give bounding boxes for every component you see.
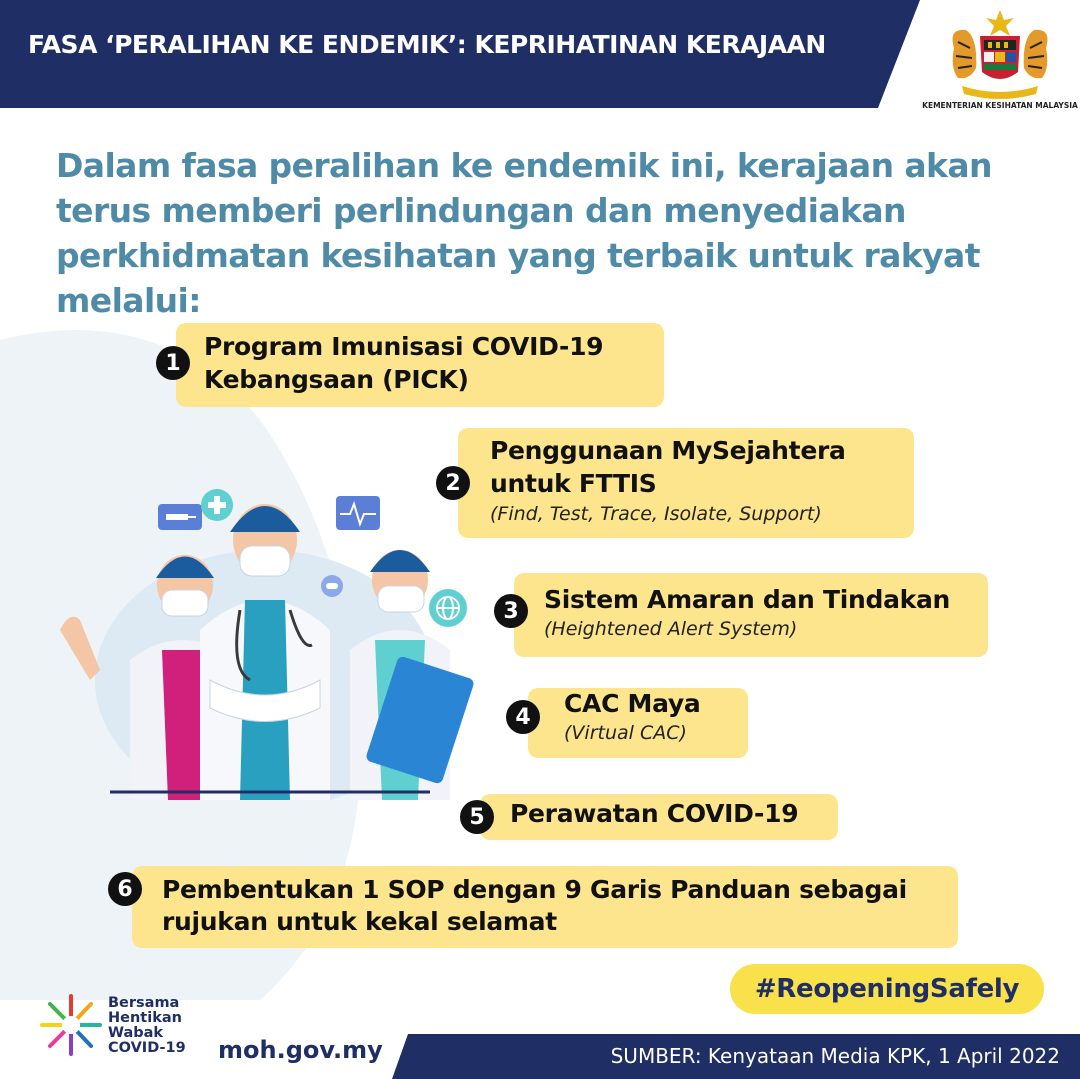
bersama-hentikan-logo-icon bbox=[38, 992, 104, 1058]
header-title: FASA ‘PERALIHAN KE ENDEMIK’: KEPRIHATINAN KERAJAAN bbox=[28, 30, 826, 59]
item-4-title: CAC Maya bbox=[564, 689, 701, 718]
item-2-title-line2: untuk FTTIS bbox=[490, 469, 657, 498]
item-6-number: 6 bbox=[108, 872, 142, 906]
item-6-title-line2: rujukan untuk kekal selamat bbox=[162, 907, 557, 936]
item-5-title: Perawatan COVID-19 bbox=[510, 799, 799, 828]
intro-text: Dalam fasa peralihan ke endemik ini, kerajaan akan terus memberi perlindungan dan menyediakan perkhidmatan kesihatan yang terbaik untuk rakyat melalui: bbox=[56, 146, 992, 320]
malaysia-coat-of-arms-icon bbox=[940, 8, 1060, 100]
heartbeat-icon bbox=[336, 496, 380, 530]
item-2-title-line1: Penggunaan MySejahtera bbox=[490, 436, 846, 465]
item-3-title: Sistem Amaran dan Tindakan bbox=[544, 585, 951, 614]
item-4-subtitle: (Virtual CAC) bbox=[564, 722, 687, 744]
globe-icon bbox=[428, 588, 468, 628]
brand-line-1: Bersama bbox=[108, 995, 180, 1011]
syringe-icon bbox=[158, 504, 202, 530]
item-1-title-line1: Program Imunisasi COVID-19 bbox=[204, 332, 604, 361]
brand-line-2: Hentikan bbox=[108, 1010, 182, 1026]
ministry-name: KEMENTERIAN KESIHATAN MALAYSIA bbox=[922, 101, 1078, 110]
medical-cross-icon bbox=[200, 488, 234, 522]
item-5-number: 5 bbox=[460, 800, 494, 834]
website-link[interactable]: moh.gov.my bbox=[218, 1036, 383, 1064]
item-6-title-line1: Pembentukan 1 SOP dengan 9 Garis Panduan sebagai bbox=[162, 875, 907, 904]
item-3-number: 3 bbox=[494, 594, 528, 628]
item-2-number: 2 bbox=[436, 466, 470, 500]
source-text: SUMBER: Kenyataan Media KPK, 1 April 2022 bbox=[610, 1044, 1060, 1068]
item-4-number: 4 bbox=[506, 700, 540, 734]
healthcare-workers-illustration bbox=[50, 480, 480, 800]
hashtag-badge: #ReopeningSafely bbox=[730, 964, 1044, 1014]
brand-line-3: Wabak bbox=[108, 1025, 164, 1041]
item-1-title-line2: Kebangsaan (PICK) bbox=[204, 365, 469, 394]
brand-line-4: COVID-19 bbox=[108, 1040, 186, 1056]
item-1-number: 1 bbox=[156, 346, 190, 380]
item-3-subtitle: (Heightened Alert System) bbox=[544, 618, 798, 640]
brand-text bbox=[108, 996, 218, 1056]
item-2-subtitle: (Find, Test, Trace, Isolate, Support) bbox=[490, 503, 822, 525]
pill-icon bbox=[320, 574, 344, 598]
